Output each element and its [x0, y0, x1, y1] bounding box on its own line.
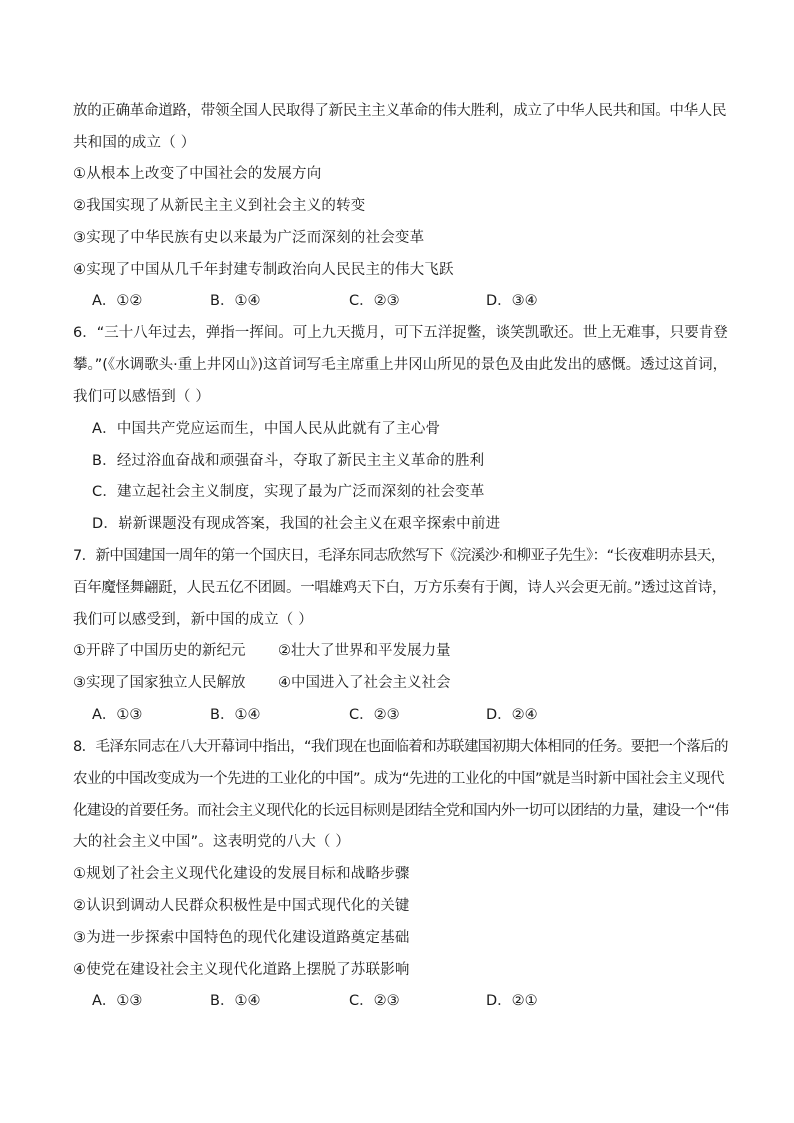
q5-choice-a[interactable]: A．①② — [92, 293, 143, 309]
q5-item-1: ①从根本上改变了中国社会的发展方向 — [73, 166, 322, 182]
q6-stem-line-2: 攀。”(《水调歌头·重上井冈山》)这首词写毛主席重上井冈山所见的景色及由此发出的感慨。透过这首词， — [73, 357, 728, 373]
q8-choice-d[interactable]: D．②① — [486, 993, 538, 1009]
q5-item-2: ②我国实现了从新民主主义到社会主义的转变 — [73, 198, 366, 214]
q7-item-row-2 — [73, 673, 451, 693]
q7-choice-c[interactable]: C．②③ — [349, 707, 400, 723]
q8-item-1: ①规划了社会主义现代化建设的发展目标和战略步骤 — [73, 866, 410, 882]
q5-choice-d[interactable]: D．③④ — [486, 293, 538, 309]
q7-stem-line-1: 7．新中国建国一周年的第一个国庆日，毛泽东同志欣然写下《浣溪沙·和柳亚子先生》：“长夜难明赤县天， — [73, 548, 725, 564]
q8-item-3: ③为进一步探索中国特色的现代化建设道路奠定基础 — [73, 930, 410, 946]
q6-option-c[interactable]: C．建立起社会主义制度，实现了最为广泛而深刻的社会变革 — [92, 484, 485, 500]
q7-item-2: ②壮大了世界和平发展力量 — [278, 643, 451, 659]
q5-item-4: ④实现了中国从几千年封建专制政治向人民民主的伟大飞跃 — [73, 262, 454, 278]
q6-option-d[interactable]: D．崭新课题没有现成答案，我国的社会主义在艰辛探索中前进 — [92, 516, 501, 532]
q7-choice-d[interactable]: D．②④ — [486, 707, 538, 723]
q8-choices — [0, 991, 794, 1011]
q6-stem-line-1: 6．“三十八年过去，弹指一挥间。可上九天揽月，可下五洋捉鳖，谈笑凯歌还。世上无难事，只要肯登 — [73, 325, 728, 341]
q5-stem-line-1: 放的正确革命道路，带领全国人民取得了新民主主义革命的伟大胜利，成立了中华人民共和国。中华人民 — [73, 103, 727, 119]
q8-stem-line-1: 8．毛泽东同志在八大开幕词中指出，“我们现在也面临着和苏联建国初期大体相同的任务。要把一个落后的 — [73, 739, 728, 755]
q7-choice-b[interactable]: B．①④ — [210, 707, 261, 723]
q8-choice-b[interactable]: B．①④ — [210, 993, 261, 1009]
q6-option-b[interactable]: B．经过浴血奋战和顽强奋斗，夺取了新民主主义革命的胜利 — [92, 453, 485, 469]
q5-choice-b[interactable]: B．①④ — [210, 293, 261, 309]
q5-choices — [0, 291, 794, 311]
q7-item-1: ①开辟了中国历史的新纪元 — [73, 643, 246, 659]
q7-item-row-1 — [73, 641, 451, 661]
q8-choice-c[interactable]: C．②③ — [349, 993, 400, 1009]
q6-option-a[interactable]: A．中国共产党应运而生，中国人民从此就有了主心骨 — [92, 421, 441, 437]
q8-stem-line-2: 农业的中国改变成为一个先进的工业化的中国”。成为“先进的工业化的中国”就是当时新中国社会主义现代 — [73, 771, 725, 787]
q5-stem-line-2: 共和国的成立（ ） — [73, 135, 196, 151]
q7-item-3: ③实现了国家独立人民解放 — [73, 675, 246, 691]
q7-item-4: ④中国进入了社会主义社会 — [278, 675, 451, 691]
q7-choice-a[interactable]: A．①③ — [92, 707, 143, 723]
q8-item-4: ④使党在建设社会主义现代化道路上摆脱了苏联影响 — [73, 962, 410, 978]
q7-stem-line-2: 百年魔怪舞翩跹，人民五亿不团圆。一唱雄鸡天下白，万方乐奏有于阗，诗人兴会更无前。”透过这首诗， — [73, 580, 727, 596]
q7-stem-line-3: 我们可以感受到，新中国的成立（ ） — [73, 612, 314, 628]
q8-choice-a[interactable]: A．①③ — [92, 993, 143, 1009]
q7-choices — [0, 705, 794, 725]
q5-item-3: ③实现了中华民族有史以来最为广泛而深刻的社会变革 — [73, 230, 425, 246]
q8-stem-line-3: 化建设的首要任务。而社会主义现代化的长远目标则是团结全党和国内外一切可以团结的力量，建设一个“伟 — [73, 803, 729, 819]
q5-choice-c[interactable]: C．②③ — [349, 293, 400, 309]
q8-item-2: ②认识到调动人民群众积极性是中国式现代化的关键 — [73, 898, 410, 914]
q6-stem-line-3: 我们可以感悟到（ ） — [73, 389, 211, 405]
q8-stem-line-4: 大的社会主义中国”。这表明党的八大（ ） — [73, 834, 351, 850]
